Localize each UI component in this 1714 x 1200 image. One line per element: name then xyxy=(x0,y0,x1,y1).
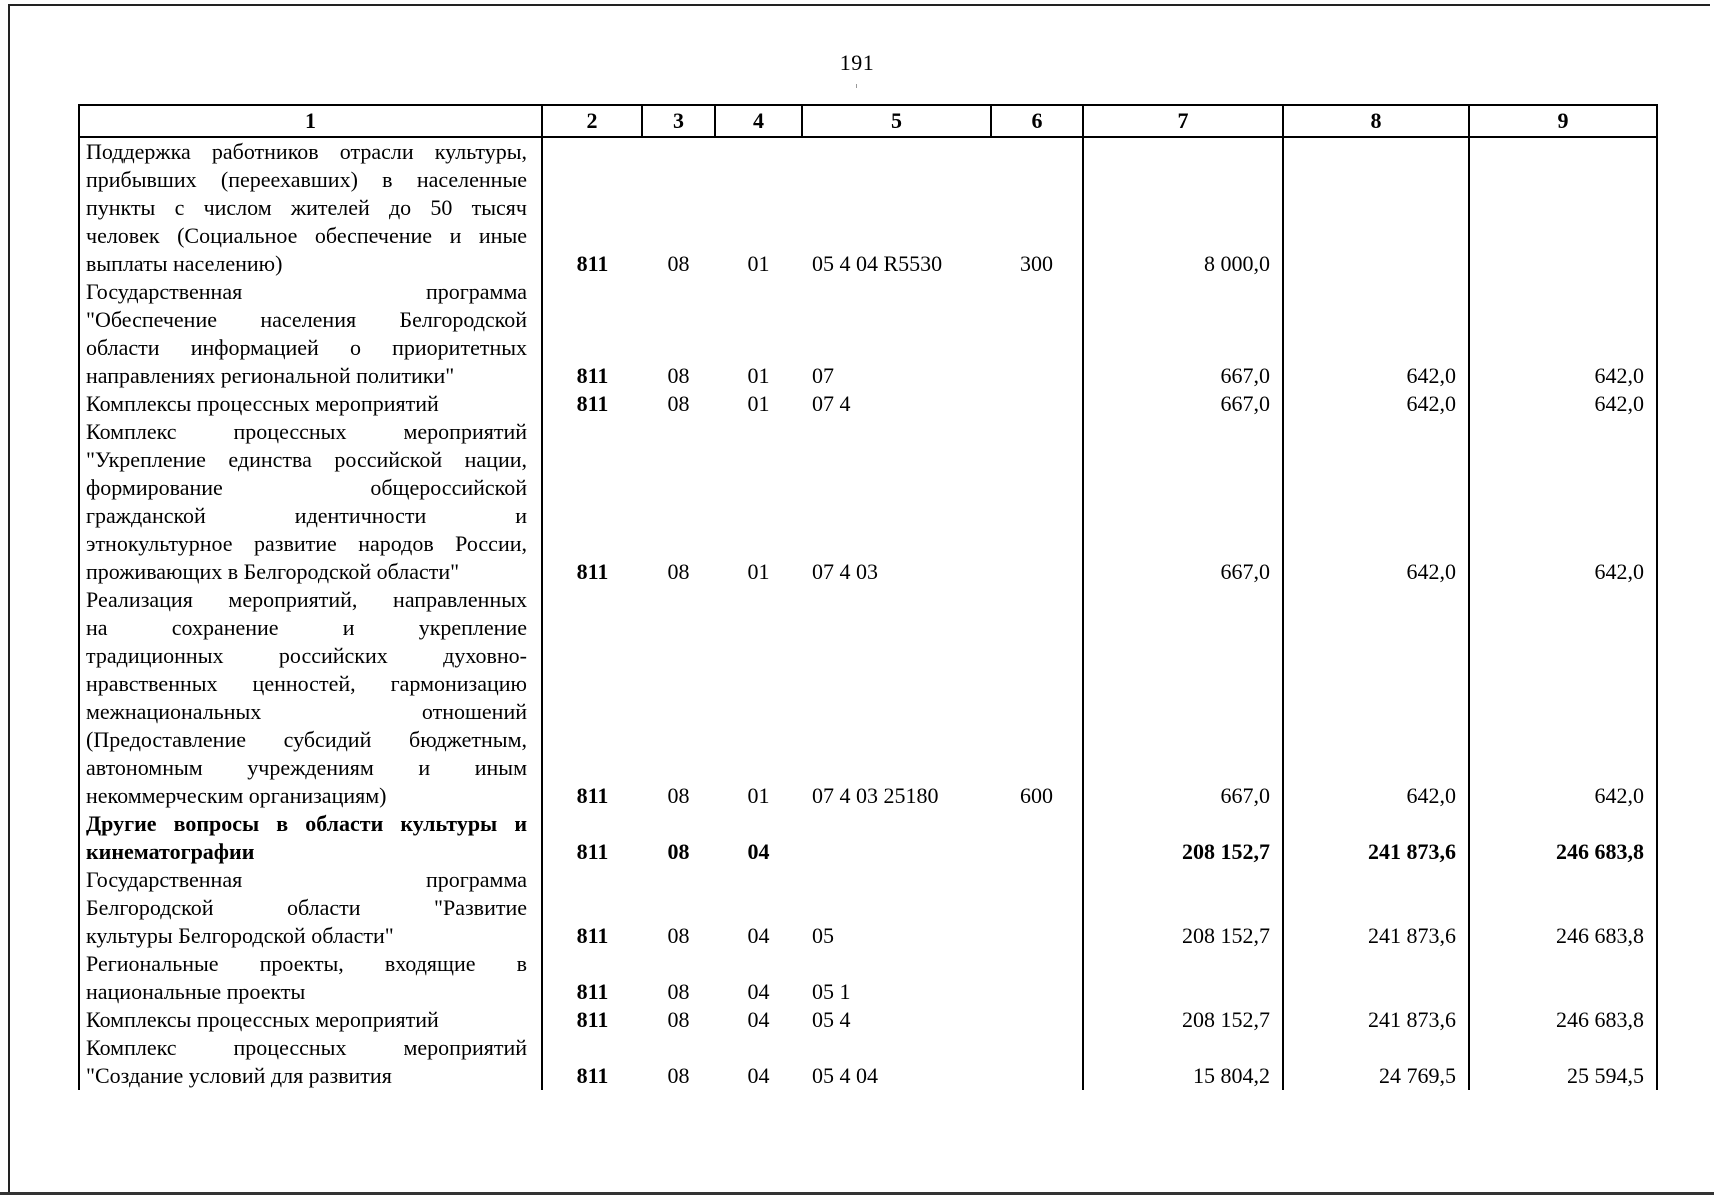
column-header: 1 xyxy=(79,105,542,137)
budget-table xyxy=(78,104,1658,1090)
description-line: Региональные проекты, входящие в xyxy=(86,951,527,976)
cell-col-6 xyxy=(991,1034,1083,1090)
cell-col-5: 07 xyxy=(812,363,834,388)
cell-col-3: 08 xyxy=(667,391,690,416)
description-line: Государственная программа xyxy=(86,279,527,304)
description-line: Поддержка работников отрасли культуры, xyxy=(86,139,527,164)
cell-col-6 xyxy=(991,950,1083,1006)
description-line: Государственная программа xyxy=(86,867,527,892)
description-line: Комплексы процессных мероприятий xyxy=(86,391,439,416)
cell-col-7: 667,0 xyxy=(1083,390,1283,418)
center-mark xyxy=(856,84,857,88)
cell-col-2: 811 xyxy=(542,1034,642,1090)
cell-col-2: 811 xyxy=(542,390,642,418)
cell-col-9: 246 683,8 xyxy=(1469,810,1657,866)
cell-col-9 xyxy=(1469,137,1657,278)
cell-col-7: 208 152,7 xyxy=(1083,1006,1283,1034)
row-description xyxy=(79,390,542,418)
cell-col-6: 600 xyxy=(1020,783,1053,808)
column-header: 5 xyxy=(802,105,991,137)
cell-col-6 xyxy=(991,810,1083,866)
scan-frame-left xyxy=(8,4,10,1192)
description-line: межнациональных отношений xyxy=(86,699,527,724)
cell-col-3: 08 xyxy=(667,979,690,1004)
cell-col-7: 8 000,0 xyxy=(1083,137,1283,278)
cell-col-7: 667,0 xyxy=(1083,586,1283,810)
row-description xyxy=(79,278,542,390)
cell-col-6 xyxy=(991,390,1083,418)
description-line: Комплексы процессных мероприятий xyxy=(86,1007,439,1032)
description-line: "Создание условий для развития xyxy=(86,1063,392,1088)
cell-col-7: 208 152,7 xyxy=(1083,810,1283,866)
description-line: (Предоставление субсидий бюджетным, xyxy=(86,727,527,752)
cell-col-3: 08 xyxy=(667,1007,690,1032)
cell-col-6 xyxy=(991,1006,1083,1034)
cell-col-5: 05 4 04 R5530 xyxy=(812,251,943,276)
cell-col-3: 08 xyxy=(667,363,690,388)
cell-col-8: 642,0 xyxy=(1283,586,1469,810)
cell-col-6: 300 xyxy=(1020,251,1053,276)
cell-col-8: 241 873,6 xyxy=(1283,866,1469,950)
cell-col-5: 07 4 xyxy=(812,391,851,416)
description-line: направлениях региональной политики" xyxy=(86,363,455,388)
cell-col-3: 08 xyxy=(667,251,690,276)
description-line: кинематографии xyxy=(86,839,255,864)
column-header: 2 xyxy=(542,105,642,137)
cell-col-9 xyxy=(1469,950,1657,1006)
cell-col-3: 08 xyxy=(667,559,690,584)
column-header: 8 xyxy=(1283,105,1469,137)
description-line: Реализация мероприятий, направленных xyxy=(86,587,527,612)
cell-col-4: 04 xyxy=(747,1063,770,1088)
description-line: гражданской идентичности и xyxy=(86,503,527,528)
description-line: Комплекс процессных мероприятий xyxy=(86,1035,527,1060)
cell-col-8: 241 873,6 xyxy=(1283,810,1469,866)
cell-col-9: 642,0 xyxy=(1469,278,1657,390)
row-description xyxy=(79,137,542,278)
description-line: Другие вопросы в области культуры и xyxy=(86,811,527,836)
cell-col-9: 642,0 xyxy=(1469,418,1657,586)
cell-col-4: 04 xyxy=(747,839,770,864)
cell-col-2: 811 xyxy=(542,278,642,390)
cell-col-4: 04 xyxy=(747,979,770,1004)
scan-frame-top xyxy=(8,4,1710,6)
cell-col-5: 05 4 04 xyxy=(812,1063,878,1088)
cell-col-8: 241 873,6 xyxy=(1283,1006,1469,1034)
cell-col-4: 01 xyxy=(747,783,770,808)
table-row xyxy=(79,950,1657,1006)
row-description xyxy=(79,1034,542,1090)
row-description xyxy=(79,586,542,810)
column-header: 4 xyxy=(715,105,802,137)
table-row xyxy=(79,137,1657,278)
cell-col-5: 05 1 xyxy=(812,979,851,1004)
cell-col-2: 811 xyxy=(542,866,642,950)
cell-col-8: 24 769,5 xyxy=(1283,1034,1469,1090)
description-line: на сохранение и укрепление xyxy=(86,615,527,640)
cell-col-5: 07 4 03 25180 xyxy=(812,783,939,808)
table-body xyxy=(79,137,1657,1090)
cell-col-2: 811 xyxy=(542,586,642,810)
cell-col-4: 01 xyxy=(747,391,770,416)
cell-col-3: 08 xyxy=(667,839,690,864)
cell-col-7: 208 152,7 xyxy=(1083,866,1283,950)
row-description xyxy=(79,1006,542,1034)
cell-col-4: 01 xyxy=(747,251,770,276)
cell-col-4: 04 xyxy=(747,923,770,948)
description-line: формирование общероссийской xyxy=(86,475,527,500)
column-header: 9 xyxy=(1469,105,1657,137)
cell-col-3: 08 xyxy=(667,1063,690,1088)
cell-col-7 xyxy=(1083,950,1283,1006)
description-line: культуры Белгородской области" xyxy=(86,923,394,948)
cell-col-8 xyxy=(1283,137,1469,278)
cell-col-5: 05 4 xyxy=(812,1007,851,1032)
row-description xyxy=(79,810,542,866)
cell-col-6 xyxy=(991,418,1083,586)
cell-col-5 xyxy=(802,810,991,866)
cell-col-3: 08 xyxy=(667,923,690,948)
cell-col-8: 642,0 xyxy=(1283,390,1469,418)
cell-col-2: 811 xyxy=(542,137,642,278)
cell-col-4: 01 xyxy=(747,363,770,388)
column-header: 7 xyxy=(1083,105,1283,137)
description-line: Комплекс процессных мероприятий xyxy=(86,419,527,444)
description-line: традиционных российских духовно- xyxy=(86,643,527,668)
description-line: проживающих в Белгородской области" xyxy=(86,559,460,584)
scan-frame-bottom xyxy=(0,1192,1714,1195)
cell-col-8: 642,0 xyxy=(1283,278,1469,390)
cell-col-2: 811 xyxy=(542,418,642,586)
description-line: нравственных ценностей, гармонизацию xyxy=(86,671,527,696)
row-description xyxy=(79,866,542,950)
cell-col-7: 15 804,2 xyxy=(1083,1034,1283,1090)
table-row xyxy=(79,1006,1657,1034)
column-header: 3 xyxy=(642,105,715,137)
cell-col-8 xyxy=(1283,950,1469,1006)
description-line: автономным учреждениям и иным xyxy=(86,755,527,780)
cell-col-6 xyxy=(991,278,1083,390)
table-row xyxy=(79,390,1657,418)
cell-col-2: 811 xyxy=(542,810,642,866)
table-row xyxy=(79,418,1657,586)
description-line: "Обеспечение населения Белгородской xyxy=(86,307,527,332)
description-line: области информацией о приоритетных xyxy=(86,335,527,360)
description-line: Белгородской области "Развитие xyxy=(86,895,527,920)
description-line: пункты с числом жителей до 50 тысяч xyxy=(86,195,527,220)
description-line: некоммерческим организациям) xyxy=(86,783,387,808)
cell-col-4: 04 xyxy=(747,1007,770,1032)
cell-col-2: 811 xyxy=(542,1006,642,1034)
description-line: человек (Социальное обеспечение и иные xyxy=(86,223,527,248)
cell-col-9: 246 683,8 xyxy=(1469,866,1657,950)
cell-col-9: 642,0 xyxy=(1469,390,1657,418)
cell-col-6 xyxy=(991,866,1083,950)
cell-col-9: 25 594,5 xyxy=(1469,1034,1657,1090)
cell-col-5: 07 4 03 xyxy=(812,559,878,584)
table-row xyxy=(79,586,1657,810)
column-header: 6 xyxy=(991,105,1083,137)
cell-col-2: 811 xyxy=(542,950,642,1006)
description-line: выплаты населению) xyxy=(86,251,283,276)
description-line: прибывших (переехавших) в населенные xyxy=(86,167,527,192)
cell-col-7: 667,0 xyxy=(1083,278,1283,390)
row-description xyxy=(79,418,542,586)
cell-col-3: 08 xyxy=(667,783,690,808)
table-header-row xyxy=(79,105,1657,137)
cell-col-9: 642,0 xyxy=(1469,586,1657,810)
description-line: "Укрепление единства российской нации, xyxy=(86,447,527,472)
cell-col-4: 01 xyxy=(747,559,770,584)
row-description xyxy=(79,950,542,1006)
cell-col-5: 05 xyxy=(812,923,834,948)
table-row xyxy=(79,866,1657,950)
cell-col-9: 246 683,8 xyxy=(1469,1006,1657,1034)
table-row xyxy=(79,1034,1657,1090)
page-number: 191 xyxy=(839,50,875,75)
table-row xyxy=(79,810,1657,866)
description-line: национальные проекты xyxy=(86,979,306,1004)
table-row xyxy=(79,278,1657,390)
description-line: этнокультурное развитие народов России, xyxy=(86,531,527,556)
cell-col-8: 642,0 xyxy=(1283,418,1469,586)
cell-col-7: 667,0 xyxy=(1083,418,1283,586)
